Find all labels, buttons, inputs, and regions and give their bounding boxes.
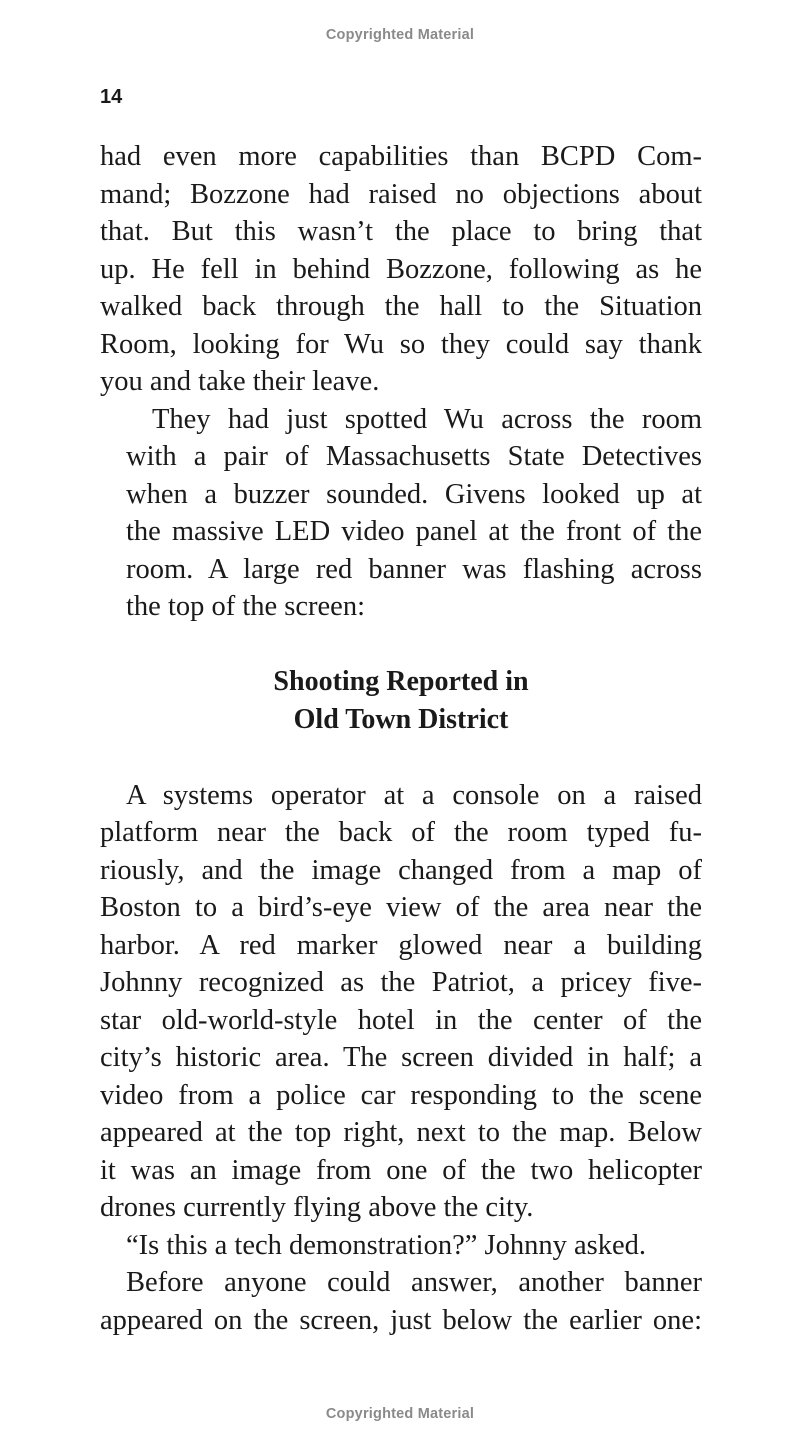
text-line: city’s historic area. The screen divided in half; a [100, 1042, 702, 1073]
text-line: up. He fell in behind Bozzone, following as he [100, 253, 702, 285]
text-line: with a pair of Massachusetts State Detectives [126, 441, 702, 472]
paragraph-5 [100, 1264, 702, 1339]
text-line: room. A large red banner was flashing across [126, 553, 702, 585]
text-line: the massive LED video panel at the front of the [126, 516, 702, 547]
copyright-notice-top: Copyrighted Material [325, 27, 475, 43]
text-line: that. But this wasn’t the place to bring that [100, 216, 702, 247]
text-line: had even more capabilities than BCPD Com- [100, 141, 702, 172]
text-line: star old-world-style hotel in the center of the [100, 1004, 702, 1036]
text-line: appeared on the screen, just below the earlier one: [100, 1304, 702, 1336]
text-line: it was an image from one of the two helicopter [100, 1154, 702, 1186]
paragraph-2 [100, 401, 702, 626]
paragraph-3 [100, 777, 702, 1227]
text-line: the top of the screen: [126, 591, 365, 622]
text-line: Johnny recognized as the Patriot, a pricey five- [100, 967, 702, 998]
page-body [100, 138, 702, 1339]
text-line: platform near the back of the room typed fu- [100, 817, 702, 848]
text-line: walked back through the hall to the Situation [100, 291, 702, 322]
text-line: drones currently flying above the city. [100, 1192, 534, 1223]
page-number: 14 [100, 86, 123, 108]
text-line: Before anyone could answer, another banner [126, 1267, 702, 1298]
banner-heading-line-2: Old Town District [293, 703, 509, 735]
paragraph-4 [100, 1227, 702, 1265]
text-line: Room, looking for Wu so they could say thank [100, 328, 702, 360]
text-line: Boston to a bird’s-eye view of the area near the [100, 892, 702, 923]
text-line: riously, and the image changed from a map of [100, 854, 702, 886]
text-line: “Is this a tech demonstration?” Johnny asked. [126, 1229, 646, 1261]
copyright-notice-bottom: Copyrighted Material [325, 1406, 475, 1422]
banner-heading [100, 663, 702, 739]
text-line: mand; Bozzone had raised no objections about [100, 178, 702, 210]
text-line: when a buzzer sounded. Givens looked up at [126, 478, 702, 510]
text-line: appeared at the top right, next to the map. Below [100, 1117, 702, 1148]
text-line: They had just spotted Wu across the room [152, 403, 702, 435]
banner-heading-line-1: Shooting Reported in [273, 665, 529, 697]
text-line: harbor. A red marker glowed near a building [100, 929, 702, 961]
text-line: you and take their leave. [100, 366, 380, 397]
paragraph-1 [100, 138, 702, 401]
text-line: A systems operator at a console on a raised [126, 779, 702, 811]
text-line: video from a police car responding to the scene [100, 1079, 702, 1111]
